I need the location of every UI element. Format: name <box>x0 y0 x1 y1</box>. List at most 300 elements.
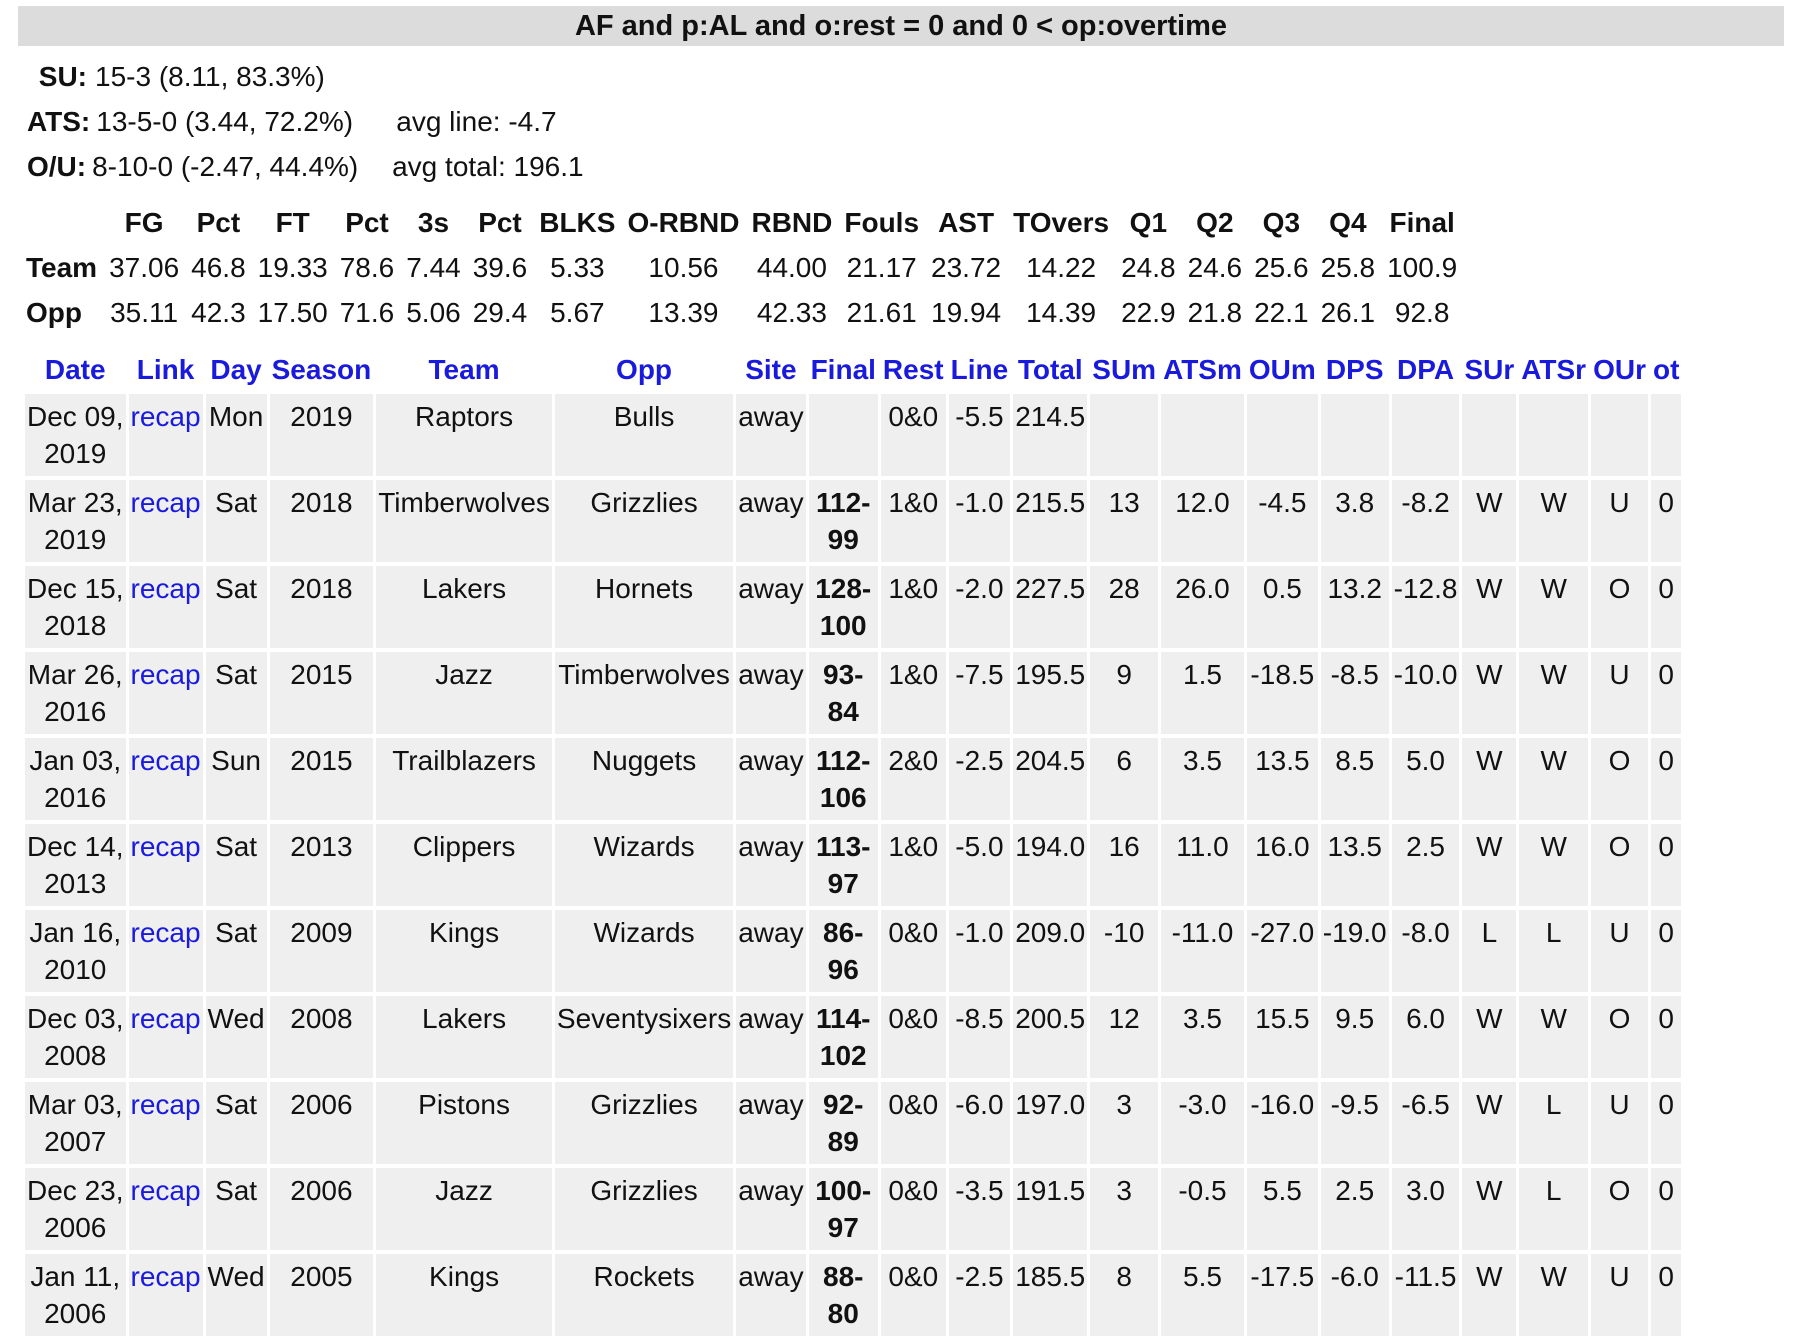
cell-total: 191.5 <box>1013 1168 1087 1250</box>
cell-our: O <box>1591 738 1648 820</box>
table-row <box>25 738 1681 820</box>
cell-ot: 0 <box>1651 738 1681 820</box>
column-header-atsm[interactable]: ATSm <box>1163 354 1242 385</box>
cell-opp: Wizards <box>555 824 733 906</box>
stats-row <box>20 245 1463 290</box>
cell-site: away <box>736 1082 805 1164</box>
cell-rest: 0&0 <box>881 1254 946 1336</box>
cell-site: away <box>736 824 805 906</box>
column-header-day[interactable]: Day <box>210 354 262 385</box>
stats-cell: 24.8 <box>1121 251 1176 283</box>
column-header-dps[interactable]: DPS <box>1325 354 1384 385</box>
cell-our: O <box>1591 996 1648 1078</box>
cell-sum: 16 <box>1090 824 1158 906</box>
cell-ot: 0 <box>1651 1168 1681 1250</box>
avg-line: avg line: -4.7 <box>396 106 557 137</box>
cell-line: -2.5 <box>949 738 1011 820</box>
cell-day: Mon <box>206 394 267 476</box>
stats-header-cell: Q4 <box>1329 206 1367 238</box>
recap-link[interactable]: recap <box>130 1261 201 1292</box>
cell-sum: 13 <box>1090 480 1158 562</box>
stats-header-row <box>20 200 1463 245</box>
cell-final: 128- 100 <box>809 566 878 648</box>
cell-rest: 1&0 <box>881 652 946 734</box>
cell-team: Kings <box>376 910 552 992</box>
cell-sur: W <box>1462 1082 1516 1164</box>
column-header-sum[interactable]: SUm <box>1092 354 1157 385</box>
stats-cell: 21.17 <box>846 251 917 283</box>
cell-season: 2008 <box>270 996 374 1078</box>
cell-link <box>129 480 203 562</box>
cell-our: O <box>1591 566 1648 648</box>
cell-sum <box>1090 394 1158 476</box>
cell-team: Jazz <box>376 1168 552 1250</box>
cell-sur <box>1462 394 1516 476</box>
stats-header-cell: Q1 <box>1129 206 1168 238</box>
cell-total: 215.5 <box>1013 480 1087 562</box>
cell-dpa: 5.0 <box>1392 738 1460 820</box>
stats-row-label: Team <box>26 251 98 283</box>
cell-atsm: 3.5 <box>1161 996 1244 1078</box>
cell-total: 214.5 <box>1013 394 1087 476</box>
cell-link <box>129 652 203 734</box>
cell-dpa: -6.5 <box>1392 1082 1460 1164</box>
cell-season: 2009 <box>270 910 374 992</box>
cell-site: away <box>736 910 805 992</box>
stats-cell: 100.9 <box>1387 251 1458 283</box>
cell-atsm: -11.0 <box>1161 910 1244 992</box>
stats-header-cell: TOvers <box>1013 206 1110 238</box>
cell-day: Sat <box>206 566 267 648</box>
cell-sur: W <box>1462 824 1516 906</box>
cell-site: away <box>736 738 805 820</box>
ats-row <box>27 99 584 144</box>
cell-oum: 5.5 <box>1247 1168 1318 1250</box>
cell-total: 209.0 <box>1013 910 1087 992</box>
cell-atsr: L <box>1519 1082 1588 1164</box>
column-header-team[interactable]: Team <box>428 354 500 385</box>
cell-team: Kings <box>376 1254 552 1336</box>
cell-site: away <box>736 480 805 562</box>
recap-link[interactable]: recap <box>130 1175 201 1206</box>
cell-site: away <box>736 394 805 476</box>
stats-header-cell: FG <box>124 206 164 238</box>
cell-rest: 0&0 <box>881 1168 946 1250</box>
cell-final: 113- 97 <box>809 824 878 906</box>
cell-line: -5.5 <box>949 394 1011 476</box>
cell-sur: W <box>1462 652 1516 734</box>
cell-ot: 0 <box>1651 824 1681 906</box>
cell-link <box>129 996 203 1078</box>
cell-link <box>129 1254 203 1336</box>
stats-row-label: Opp <box>26 296 82 328</box>
cell-opp: Nuggets <box>555 738 733 820</box>
table-row <box>25 394 1681 476</box>
cell-team: Timberwolves <box>376 480 552 562</box>
cell-day: Sat <box>206 910 267 992</box>
cell-atsm: -3.0 <box>1161 1082 1244 1164</box>
cell-atsm: 26.0 <box>1161 566 1244 648</box>
stats-cell: 42.3 <box>191 296 246 328</box>
cell-season: 2006 <box>270 1082 374 1164</box>
stats-cell: 25.6 <box>1254 251 1309 283</box>
stats-cell: 5.67 <box>550 296 605 328</box>
stats-header-cell: Pct <box>478 206 522 238</box>
page-title: AF and p:AL and o:rest = 0 and 0 < op:overtime <box>18 6 1784 46</box>
cell-season: 2015 <box>270 738 374 820</box>
cell-atsm: 12.0 <box>1161 480 1244 562</box>
cell-atsr: W <box>1519 824 1588 906</box>
cell-rest: 2&0 <box>881 738 946 820</box>
cell-final: 114- 102 <box>809 996 878 1078</box>
column-header-atsr[interactable]: ATSr <box>1521 354 1587 385</box>
cell-line: -2.5 <box>949 1254 1011 1336</box>
cell-sur: W <box>1462 480 1516 562</box>
cell-dps: 8.5 <box>1321 738 1389 820</box>
cell-rest: 1&0 <box>881 566 946 648</box>
cell-dps: 13.5 <box>1321 824 1389 906</box>
stats-cell: 42.33 <box>756 296 827 328</box>
cell-total: 204.5 <box>1013 738 1087 820</box>
cell-ot: 0 <box>1651 910 1681 992</box>
recap-link[interactable]: recap <box>130 401 201 432</box>
cell-day: Sat <box>206 1168 267 1250</box>
recap-link[interactable]: recap <box>130 1089 201 1120</box>
cell-link <box>129 566 203 648</box>
stats-cell: 25.8 <box>1320 251 1376 283</box>
cell-line: -2.0 <box>949 566 1011 648</box>
cell-sur: W <box>1462 1168 1516 1250</box>
recap-link[interactable]: recap <box>130 487 201 518</box>
cell-dpa: 3.0 <box>1392 1168 1460 1250</box>
cell-site: away <box>736 566 805 648</box>
cell-season: 2018 <box>270 566 374 648</box>
table-row <box>25 652 1681 734</box>
cell-sur: W <box>1462 1254 1516 1336</box>
cell-date: Mar 26, 2016 <box>25 652 126 734</box>
stats-cell: 21.61 <box>846 296 917 328</box>
cell-ot: 0 <box>1651 480 1681 562</box>
table-row <box>25 1254 1681 1336</box>
cell-site: away <box>736 996 805 1078</box>
cell-atsr: W <box>1519 738 1588 820</box>
recap-link[interactable]: recap <box>130 659 201 690</box>
cell-dpa: 2.5 <box>1392 824 1460 906</box>
cell-dpa: -10.0 <box>1392 652 1460 734</box>
cell-oum: -27.0 <box>1247 910 1318 992</box>
cell-final: 93- 84 <box>809 652 878 734</box>
ou-row <box>27 144 584 189</box>
table-row <box>25 480 1681 562</box>
table-row <box>25 824 1681 906</box>
column-header-line[interactable]: Line <box>950 354 1009 385</box>
stats-cell: 39.6 <box>472 251 528 283</box>
stats-header-cell: O-RBND <box>627 206 740 238</box>
avg-total: avg total: 196.1 <box>392 151 584 182</box>
ou-label: O/U: <box>27 151 87 182</box>
cell-atsr: L <box>1519 1168 1588 1250</box>
stats-header-cell: 3s <box>417 206 450 238</box>
cell-our <box>1591 394 1648 476</box>
cell-date: Dec 23, 2006 <box>25 1168 126 1250</box>
cell-opp: Grizzlies <box>555 1082 733 1164</box>
ou-value: 8-10-0 (-2.47, 44.4%) <box>92 151 359 182</box>
cell-day: Wed <box>206 996 267 1078</box>
cell-opp: Grizzlies <box>555 480 733 562</box>
ats-label: ATS: <box>27 106 91 137</box>
cell-oum: -17.5 <box>1247 1254 1318 1336</box>
stats-cell: 5.33 <box>550 251 605 283</box>
cell-line: -1.0 <box>949 480 1011 562</box>
cell-total: 194.0 <box>1013 824 1087 906</box>
column-header-rest[interactable]: Rest <box>882 354 944 385</box>
cell-oum: 0.5 <box>1247 566 1318 648</box>
cell-oum: -18.5 <box>1247 652 1318 734</box>
column-header-date[interactable]: Date <box>44 354 106 385</box>
cell-date: Jan 11, 2006 <box>25 1254 126 1336</box>
recap-link[interactable]: recap <box>130 745 201 776</box>
cell-opp: Hornets <box>555 566 733 648</box>
cell-oum: -16.0 <box>1247 1082 1318 1164</box>
cell-total: 185.5 <box>1013 1254 1087 1336</box>
cell-date: Jan 16, 2010 <box>25 910 126 992</box>
cell-sum: 3 <box>1090 1082 1158 1164</box>
cell-dps: -8.5 <box>1321 652 1389 734</box>
cell-date: Dec 09, 2019 <box>25 394 126 476</box>
cell-ot: 0 <box>1651 652 1681 734</box>
stats-cell: 19.94 <box>931 296 1002 328</box>
cell-sur: W <box>1462 738 1516 820</box>
cell-final: 112- 99 <box>809 480 878 562</box>
cell-our: U <box>1591 1082 1648 1164</box>
cell-team: Lakers <box>376 566 552 648</box>
cell-dps: 9.5 <box>1321 996 1389 1078</box>
cell-season: 2015 <box>270 652 374 734</box>
cell-team: Clippers <box>376 824 552 906</box>
column-header-ot[interactable]: ot <box>1652 354 1680 385</box>
cell-total: 227.5 <box>1013 566 1087 648</box>
cell-total: 200.5 <box>1013 996 1087 1078</box>
stats-cell: 92.8 <box>1394 296 1450 328</box>
column-header-final[interactable]: Final <box>810 354 876 385</box>
cell-link <box>129 910 203 992</box>
stats-header-cell <box>20 200 103 245</box>
cell-oum: 16.0 <box>1247 824 1318 906</box>
recap-link[interactable]: recap <box>130 831 201 862</box>
stats-cell: 5.06 <box>406 296 461 328</box>
column-header-link[interactable]: Link <box>136 354 195 385</box>
cell-oum: -4.5 <box>1247 480 1318 562</box>
cell-ot: 0 <box>1651 566 1681 648</box>
cell-team: Lakers <box>376 996 552 1078</box>
cell-atsr: W <box>1519 566 1588 648</box>
stats-row <box>20 290 1463 335</box>
cell-final: 88- 80 <box>809 1254 878 1336</box>
column-header-season[interactable]: Season <box>271 354 372 385</box>
cell-dpa <box>1392 394 1460 476</box>
stats-cell: 35.11 <box>110 296 179 328</box>
cell-rest: 0&0 <box>881 910 946 992</box>
cell-total: 195.5 <box>1013 652 1087 734</box>
cell-total: 197.0 <box>1013 1082 1087 1164</box>
cell-team: Raptors <box>376 394 552 476</box>
cell-day: Wed <box>206 1254 267 1336</box>
cell-sum: 3 <box>1090 1168 1158 1250</box>
cell-sum: 28 <box>1090 566 1158 648</box>
cell-season: 2006 <box>270 1168 374 1250</box>
cell-dpa: -8.2 <box>1392 480 1460 562</box>
ats-value: 13-5-0 (3.44, 72.2%) <box>96 106 354 137</box>
cell-ot: 0 <box>1651 1082 1681 1164</box>
stats-cell: 26.1 <box>1320 296 1376 328</box>
cell-opp: Grizzlies <box>555 1168 733 1250</box>
recap-link[interactable]: recap <box>130 917 201 948</box>
cell-final: 100- 97 <box>809 1168 878 1250</box>
column-header-dpa[interactable]: DPA <box>1397 354 1455 385</box>
cell-final: 112- 106 <box>809 738 878 820</box>
cell-line: -8.5 <box>949 996 1011 1078</box>
cell-ot <box>1651 394 1681 476</box>
recap-link[interactable]: recap <box>130 573 201 604</box>
cell-link <box>129 394 203 476</box>
cell-date: Mar 23, 2019 <box>25 480 126 562</box>
column-header-sur[interactable]: SUr <box>1464 354 1515 385</box>
cell-final <box>809 394 878 476</box>
stats-cell: 21.8 <box>1187 296 1243 328</box>
cell-sur: W <box>1462 566 1516 648</box>
games-header-row <box>25 350 1681 390</box>
cell-day: Sun <box>206 738 267 820</box>
cell-atsr: L <box>1519 910 1588 992</box>
column-header-site[interactable]: Site <box>745 354 797 385</box>
cell-season: 2013 <box>270 824 374 906</box>
cell-opp: Wizards <box>555 910 733 992</box>
cell-dpa: 6.0 <box>1392 996 1460 1078</box>
stats-cell: 13.39 <box>648 296 719 328</box>
cell-atsm: 1.5 <box>1161 652 1244 734</box>
cell-date: Dec 03, 2008 <box>25 996 126 1078</box>
su-value: 15-3 (8.11, 83.3%) <box>95 61 325 92</box>
cell-season: 2018 <box>270 480 374 562</box>
cell-oum: 15.5 <box>1247 996 1318 1078</box>
cell-atsm: -0.5 <box>1161 1168 1244 1250</box>
cell-dps: -19.0 <box>1321 910 1389 992</box>
cell-atsm: 3.5 <box>1161 738 1244 820</box>
cell-rest: 1&0 <box>881 480 946 562</box>
cell-our: U <box>1591 652 1648 734</box>
table-row <box>25 1082 1681 1164</box>
table-row <box>25 566 1681 648</box>
cell-dps: 13.2 <box>1321 566 1389 648</box>
column-header-oum[interactable]: OUm <box>1248 354 1316 385</box>
cell-sum: 12 <box>1090 996 1158 1078</box>
cell-rest: 0&0 <box>881 996 946 1078</box>
cell-link <box>129 738 203 820</box>
cell-dps: 2.5 <box>1321 1168 1389 1250</box>
stats-cell: 37.06 <box>109 251 180 283</box>
cell-line: -7.5 <box>949 652 1011 734</box>
cell-day: Sat <box>206 480 267 562</box>
cell-opp: Seventysixers <box>555 996 733 1078</box>
cell-link <box>129 824 203 906</box>
cell-opp: Timberwolves <box>555 652 733 734</box>
cell-opp: Rockets <box>555 1254 733 1336</box>
stats-cell: 78.6 <box>339 251 395 283</box>
cell-link <box>129 1168 203 1250</box>
stats-header-cell: RBND <box>751 206 833 238</box>
stats-cell: 22.9 <box>1121 296 1176 328</box>
summary-block <box>27 54 584 189</box>
stats-cell: 14.22 <box>1026 251 1097 283</box>
stats-header-cell: Pct <box>196 206 241 238</box>
cell-link <box>129 1082 203 1164</box>
cell-dpa: -8.0 <box>1392 910 1460 992</box>
cell-dps: -6.0 <box>1321 1254 1389 1336</box>
stats-cell: 44.00 <box>756 251 827 283</box>
games-table <box>22 346 1684 1340</box>
cell-our: U <box>1591 910 1648 992</box>
cell-oum: 13.5 <box>1247 738 1318 820</box>
cell-atsr: W <box>1519 1254 1588 1336</box>
cell-atsr: W <box>1519 996 1588 1078</box>
cell-date: Dec 15, 2018 <box>25 566 126 648</box>
cell-line: -5.0 <box>949 824 1011 906</box>
stats-cell: 7.44 <box>406 251 461 283</box>
stats-cell: 19.33 <box>257 251 328 283</box>
stats-cell: 46.8 <box>191 251 246 283</box>
table-row <box>25 996 1681 1078</box>
cell-rest: 1&0 <box>881 824 946 906</box>
stats-header-cell: Fouls <box>844 206 920 238</box>
cell-atsm: 11.0 <box>1161 824 1244 906</box>
stats-header-cell: Pct <box>345 206 389 238</box>
cell-our: O <box>1591 1168 1648 1250</box>
cell-ot: 0 <box>1651 1254 1681 1336</box>
cell-dpa: -12.8 <box>1392 566 1460 648</box>
stats-header-cell: Q2 <box>1196 206 1234 238</box>
stats-cell: 29.4 <box>472 296 528 328</box>
cell-site: away <box>736 1168 805 1250</box>
cell-ot: 0 <box>1651 996 1681 1078</box>
column-header-total[interactable]: Total <box>1017 354 1083 385</box>
su-label: SU: <box>38 61 87 92</box>
column-header-our[interactable]: OUr <box>1593 354 1646 385</box>
cell-team: Pistons <box>376 1082 552 1164</box>
stats-cell: 22.1 <box>1254 296 1309 328</box>
column-header-opp[interactable]: Opp <box>616 354 673 385</box>
stats-cell: 17.50 <box>257 296 328 328</box>
cell-our: U <box>1591 1254 1648 1336</box>
cell-atsr: W <box>1519 652 1588 734</box>
cell-rest: 0&0 <box>881 1082 946 1164</box>
stats-header-cell: FT <box>275 206 310 238</box>
cell-line: -6.0 <box>949 1082 1011 1164</box>
cell-date: Dec 14, 2013 <box>25 824 126 906</box>
cell-final: 86- 96 <box>809 910 878 992</box>
stats-cell: 24.6 <box>1187 251 1243 283</box>
cell-season: 2019 <box>270 394 374 476</box>
stats-header-cell: Final <box>1389 206 1455 238</box>
cell-sum: -10 <box>1090 910 1158 992</box>
cell-dps: 3.8 <box>1321 480 1389 562</box>
cell-dps <box>1321 394 1389 476</box>
recap-link[interactable]: recap <box>130 1003 201 1034</box>
cell-atsm <box>1161 394 1244 476</box>
cell-sur: L <box>1462 910 1516 992</box>
cell-rest: 0&0 <box>881 394 946 476</box>
cell-atsr: W <box>1519 480 1588 562</box>
cell-our: O <box>1591 824 1648 906</box>
